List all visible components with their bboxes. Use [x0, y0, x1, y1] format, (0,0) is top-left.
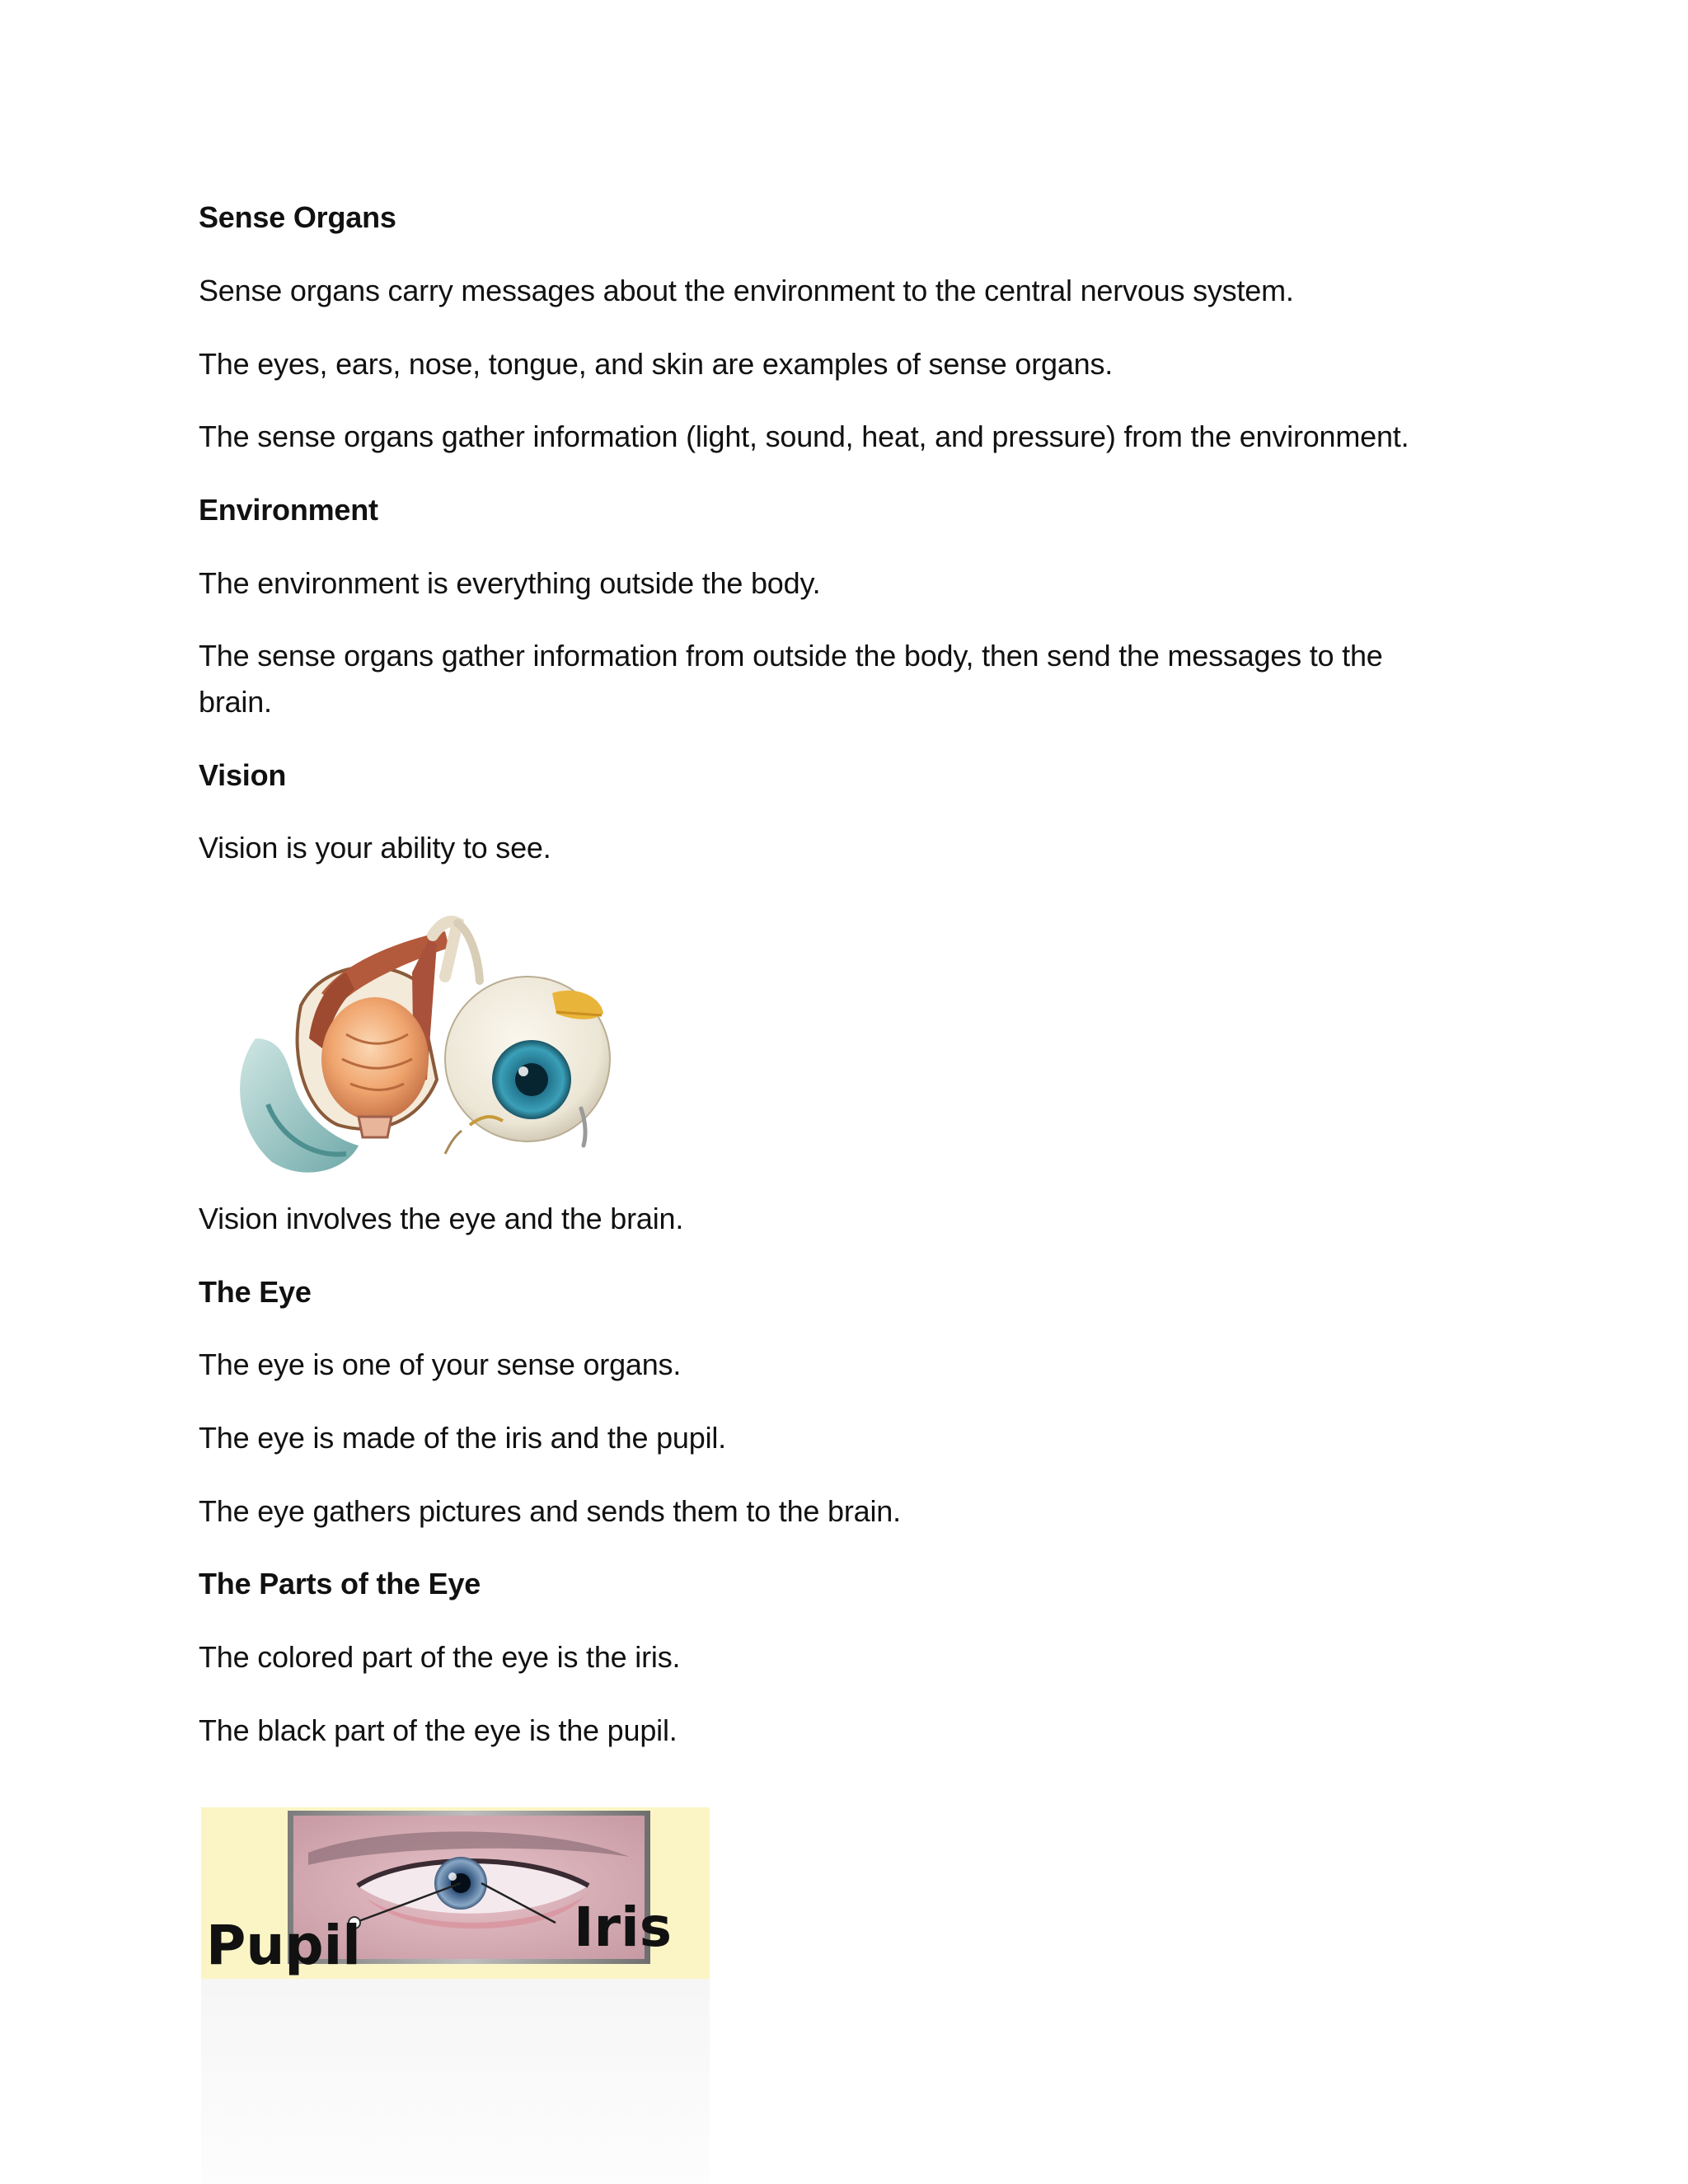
paragraph: Vision is your ability to see. — [199, 831, 551, 865]
paragraph: brain. — [199, 685, 272, 719]
paragraph: The sense organs gather information from outside the body, then send the messages to the — [199, 639, 1383, 673]
heading-sense-organs: Sense Organs — [199, 200, 396, 234]
pupil-iris-diagram — [201, 1807, 710, 1979]
iris-label: Iris — [574, 1896, 673, 1959]
paragraph: Sense organs carry messages about the environment to the central nervous system. — [199, 274, 1294, 307]
heading-environment: Environment — [199, 493, 378, 527]
paragraph: Vision involves the eye and the brain. — [199, 1202, 684, 1235]
paragraph: The eye is one of your sense organs. — [199, 1347, 682, 1381]
paragraph: The colored part of the eye is the iris. — [199, 1640, 681, 1674]
pupil-label: Pupil — [206, 1914, 361, 1977]
paragraph: The environment is everything outside the body. — [199, 566, 821, 600]
paragraph: The eyes, ears, nose, tongue, and skin are examples of sense organs. — [199, 347, 1114, 381]
image-shadow-strip — [201, 1979, 710, 2184]
paragraph: The sense organs gather information (light, sound, heat, and pressure) from the environment. — [199, 419, 1409, 453]
eye-anatomy-illustration — [223, 915, 626, 1179]
paragraph: The eye is made of the iris and the pupil. — [199, 1421, 726, 1455]
heading-vision: Vision — [199, 758, 287, 792]
paragraph: The black part of the eye is the pupil. — [199, 1713, 678, 1747]
heading-parts-of-the-eye: The Parts of the Eye — [199, 1567, 481, 1601]
heading-the-eye: The Eye — [199, 1275, 312, 1309]
paragraph: The eye gathers pictures and sends them to the brain. — [199, 1494, 901, 1528]
